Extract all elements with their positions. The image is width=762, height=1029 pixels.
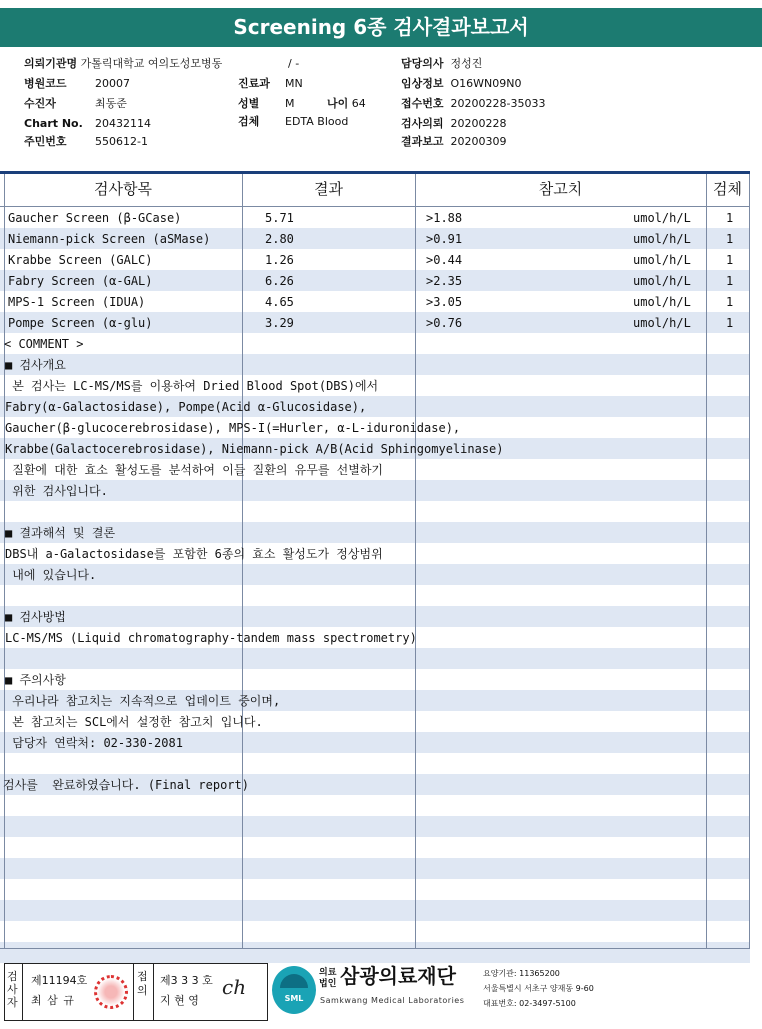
comment-line: 질환에 대한 효소 활성도를 분석하여 이들 질환의 유무를 선별하기 (5, 463, 384, 477)
age-label: 나이 (327, 97, 349, 110)
receipt-label: 접수번호 (401, 97, 444, 110)
tester-name: 최 삼 규 (31, 994, 75, 1007)
result-item: MPS-1 Screen (IDUA) (8, 295, 146, 309)
header-rule (0, 206, 750, 207)
comment-line: ■ 결과해석 및 결론 (5, 526, 116, 540)
org-prefix-bottom: 법인 (319, 979, 337, 989)
header-specimen: 검체 (713, 180, 742, 198)
comment-line: 검사를 완료하였습니다. (Final report) (3, 778, 249, 792)
comment-line: 본 검사는 LC-MS/MS를 이용하여 Dried Blood Spot(DBS)에서 (5, 379, 379, 393)
address: 서울특별시 서초구 양재동 9-60 (483, 984, 594, 993)
reference-unit: umol/h/L (633, 232, 691, 246)
result-item: Fabry Screen (α-GAL) (8, 274, 153, 288)
comment-line: Gaucher(β-glucocerebrosidase), MPS-I(=Hurler, α-L-iduronidase), (5, 421, 461, 435)
approver-name: 지 현 영 (160, 994, 199, 1007)
approver-label: 접의 (137, 970, 148, 997)
comment-line: Fabry(α-Galactosidase), Pompe(Acid α-Glucosidase), (5, 400, 367, 414)
result-value: 1.26 (265, 253, 294, 267)
comment-line: 우리나라 참고치는 지속적으로 업데이트 중이며, (5, 694, 281, 708)
doctor-label: 담당의사 (401, 57, 444, 70)
age-value: 64 (351, 97, 366, 110)
handwritten-signature: ch (222, 975, 247, 999)
result-value: 3.29 (265, 316, 294, 330)
report-label: 결과보고 (401, 135, 444, 148)
chart-value: 20432114 (95, 117, 151, 130)
reference-unit: umol/h/L (633, 316, 691, 330)
row-stripe (0, 816, 750, 837)
header-result: 결과 (314, 180, 343, 198)
column-line (749, 174, 750, 949)
chart-label: Chart No. (24, 117, 83, 130)
comment-label: < COMMENT > (4, 337, 84, 351)
divider (153, 963, 154, 1021)
reference-value: >1.88 (426, 211, 463, 225)
reference-unit: umol/h/L (633, 274, 691, 288)
row-stripe (0, 354, 750, 375)
clinical-value: O16WN09N0 (450, 77, 522, 90)
column-line (415, 174, 416, 949)
reference-value: >0.44 (426, 253, 463, 267)
row-stripe (0, 606, 750, 627)
result-item: Pompe Screen (α-glu) (8, 316, 153, 330)
seal-stamp (94, 975, 128, 1009)
institution-value: 가톨릭대학교 여의도성모병동 (80, 57, 223, 70)
reference-unit: umol/h/L (633, 253, 691, 267)
comment-line: 본 참고치는 SCL에서 설정한 참고치 입니다. (5, 715, 263, 729)
request-label: 검사의뢰 (401, 117, 444, 130)
sex-value: M (285, 97, 295, 110)
dept-label: 진료과 (238, 77, 270, 90)
org-prefix-top: 의료 (319, 968, 337, 978)
row-stripe (0, 942, 750, 963)
result-value: 4.65 (265, 295, 294, 309)
reference-unit: umol/h/L (633, 211, 691, 225)
comment-line: ■ 검사방법 (5, 610, 66, 624)
reference-value: >0.76 (426, 316, 463, 330)
row-stripe (0, 900, 750, 921)
row-stripe (0, 648, 750, 669)
care-code: 요양기관: 11365200 (483, 969, 560, 978)
specimen-count: 1 (726, 274, 734, 288)
logo-wave-icon (280, 974, 308, 988)
dept-value: MN (285, 77, 303, 90)
phone: 대표번호: 02-3497-5100 (483, 999, 576, 1008)
tester-label: 검사자 (7, 970, 18, 1009)
header-item: 검사항목 (94, 180, 152, 198)
row-stripe (0, 564, 750, 585)
resident-label: 주민번호 (24, 135, 67, 148)
result-value: 2.80 (265, 232, 294, 246)
request-value: 20200228 (450, 117, 507, 130)
reference-value: >2.35 (426, 274, 463, 288)
result-item: Gaucher Screen (β-GCase) (8, 211, 182, 225)
ward-value: / - (288, 57, 300, 70)
row-stripe (0, 858, 750, 879)
tester-number: 제11194호 (31, 974, 88, 987)
sex-label: 성별 (238, 97, 260, 110)
sml-logo (272, 966, 316, 1014)
clinical-label: 임상정보 (401, 77, 444, 90)
divider (22, 963, 23, 1021)
table-bottom-rule (0, 948, 750, 949)
reference-value: >3.05 (426, 295, 463, 309)
specimen-label: 검체 (238, 115, 260, 128)
comment-line: ■ 검사개요 (5, 358, 66, 372)
reference-value: >0.91 (426, 232, 463, 246)
report-value: 20200309 (450, 135, 507, 148)
comment-line: ■ 주의사항 (5, 673, 66, 687)
comment-line: 위한 검사입니다. (5, 484, 108, 498)
institution-label: 의뢰기관명 (24, 57, 78, 70)
patient-label: 수진자 (24, 97, 56, 110)
resident-value: 550612-1 (95, 135, 148, 148)
comment-line: DBS내 a-Galactosidase를 포함한 6종의 효소 활성도가 정상범위 (5, 547, 383, 561)
divider (133, 963, 134, 1021)
specimen-value: EDTA Blood (285, 115, 349, 128)
report-title: Screening 6종 검사결과보고서 (0, 8, 762, 47)
comment-line: 내에 있습니다. (5, 568, 97, 582)
hospital-code-label: 병원코드 (24, 77, 67, 90)
comment-line: Krabbe(Galactocerebrosidase), Niemann-pick A/B(Acid Sphingomyelinase) (5, 442, 504, 456)
specimen-count: 1 (726, 232, 734, 246)
receipt-value: 20200228-35033 (450, 97, 546, 110)
specimen-count: 1 (726, 253, 734, 267)
logo-text: SML (284, 994, 304, 1003)
specimen-count: 1 (726, 295, 734, 309)
org-name: 삼광의료재단 (340, 964, 456, 988)
result-item: Krabbe Screen (GALC) (8, 253, 153, 267)
doctor-value: 정성진 (450, 57, 483, 70)
table-top-rule (0, 171, 750, 174)
result-value: 6.26 (265, 274, 294, 288)
approver-number: 제3 3 3 호 (160, 974, 213, 987)
specimen-count: 1 (726, 211, 734, 225)
comment-line: LC-MS/MS (Liquid chromatography-tandem mass spectrometry) (5, 631, 417, 645)
column-line (706, 174, 707, 949)
result-item: Niemann-pick Screen (aSMase) (8, 232, 211, 246)
result-value: 5.71 (265, 211, 294, 225)
row-stripe (0, 480, 750, 501)
hospital-code-value: 20007 (95, 77, 130, 90)
org-english: Samkwang Medical Laboratories (320, 996, 465, 1005)
patient-value: 최동준 (95, 97, 127, 110)
header-reference: 참고치 (538, 180, 583, 198)
reference-unit: umol/h/L (633, 295, 691, 309)
comment-line: 담당자 연락처: 02-330-2081 (5, 736, 183, 750)
specimen-count: 1 (726, 316, 734, 330)
